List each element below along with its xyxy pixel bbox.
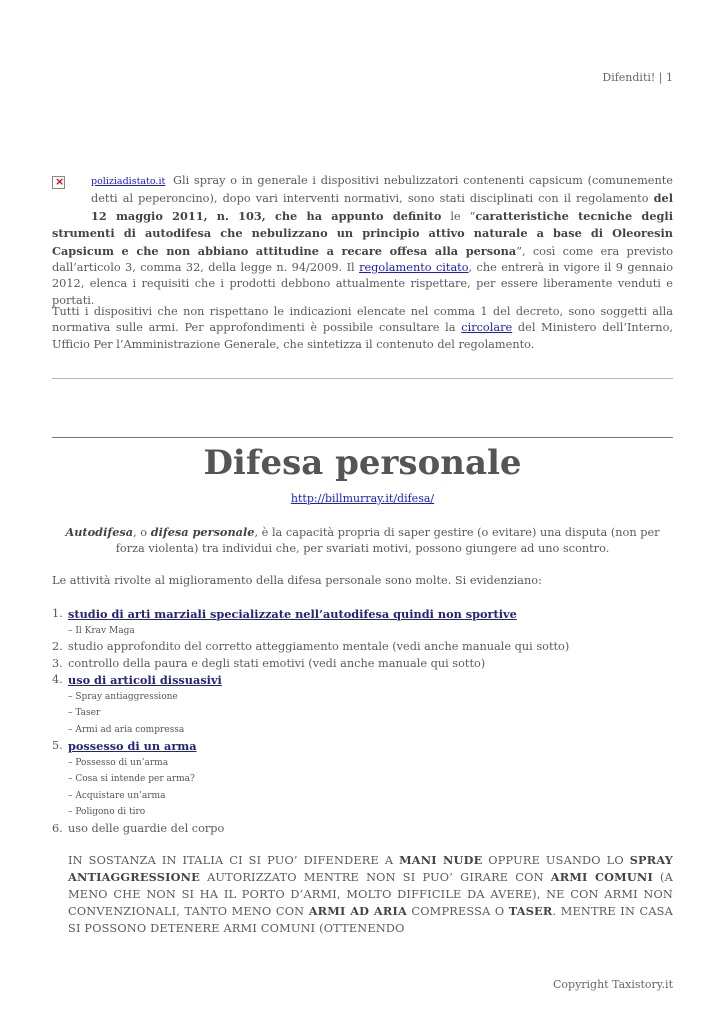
list-item [52,738,673,821]
list-subitem: – Poligono di tiro [68,807,146,817]
list-item [52,639,673,656]
list-item-row [52,672,673,689]
list-subitem: – Acquistare un’arma [68,790,166,801]
regolamento-link[interactable]: regolamento citato [359,261,469,275]
poliziadistato-link[interactable]: poliziadistato.it [91,176,166,187]
circular-paragraph: Tutti i dispositivi che non rispettano le indicazioni elencate nel comma 1 del decreto, sono soggetti alla normativa sulle armi. Per approfondimenti è possibile consultare la circolare del Ministero dell’Interno, Ufficio Per l’Amministrazione Generale, che sintetizza il contenuto del regolamento. [52,305,673,351]
list-subitem: – Cosa si intende per arma? [68,774,195,784]
circolare-link[interactable]: circolare [461,321,513,335]
list-subitem: – Il Krav Maga [68,625,135,636]
divider [52,378,673,379]
list-item-link[interactable]: uso di articoli dissuasivi [68,673,222,687]
list-subitem: – Armi ad aria compressa [68,724,185,735]
list-item-row [52,606,673,623]
list-item-row [52,639,673,656]
list-item-link[interactable]: studio di arti marziali specializzate nell’autodifesa quindi non sportive [68,607,517,621]
page-header: Difenditi! | 1 [602,71,673,84]
list-item-text: studio approfondito del corretto atteggiamento mentale (vedi anche manuale qui sotto) [68,640,570,653]
activity-list [52,606,673,837]
list-number: 3. [52,656,63,670]
list-number: 1. [52,607,63,620]
list-item [52,656,673,673]
intro-paragraph: × poliziadistato.it Gli spray o in generale i dispositivi nebulizzatori contenenti capsicum (comunemente detti al peperoncino), dopo vari interventi normativi, sono stati disciplinati con il regolamento del 12 maggio 2011, n. 103, che ha appunto definito le “caratteristiche tecniche degli strumenti di autodifesa che nebulizzano un principio attivo naturale a base di Oleoresin Capsicum e che non abbiano attitudine a recare offesa alla persona”, così come era previsto dall’articolo 3, comma 32, della legge n. 94/2009. Il regolamento citato, che entrerà in vigore il 9 gennaio 2012, elenca i requisiti che i prodotti debbono attualmente rispettare, per essere liberamente venduti e portati. [52,173,673,309]
list-intro: Le attività rivolte al miglioramento della difesa personale sono molte. Si evidenziano: [52,574,542,587]
broken-image-icon [52,176,65,189]
list-item-link[interactable]: possesso di un arma [68,739,197,753]
list-item-row [52,738,673,755]
list-item [52,821,673,838]
section-divider [52,437,673,438]
list-item [52,672,673,738]
section-title: Difesa personale [203,443,522,483]
list-subitem: – Possesso di un’arma [68,757,169,768]
list-number: 6. [52,821,63,835]
list-subitem: – Taser [68,708,101,718]
source-link-wrapper [52,492,673,505]
list-number: 5. [52,739,63,752]
list-item-text: uso delle guardie del corpo [68,821,225,835]
summary-paragraph: IN SOSTANZA IN ITALIA CI SI PUO’ DIFENDERE A MANI NUDE OPPURE USANDO LO SPRAY ANTIAGGRESSIONE AUTORIZZATO MENTRE NON SI PUO’ GIRARE CON ARMI COMUNI (A MENO CHE NON SI HA IL PORTO D’ARMI, MOLTO DIFFICILE DA AVERE), NE CON ARMI NON CONVENZIONALI, TANTO MENO CON ARMI AD ARIA COMPRESSA O TASER. MENTRE IN CASA SI POSSONO DETENERE ARMI COMUNI (OTTENENDO [68,853,674,935]
list-item-row [52,656,673,673]
list-subitem: – Spray antiaggressione [68,691,178,702]
list-item-row [52,821,673,838]
list-number: 2. [52,640,63,653]
list-item [52,606,673,639]
list-item-text: controllo della paura e degli stati emotivi (vedi anche manuale qui sotto) [68,656,486,670]
definition-paragraph: Autodifesa, o difesa personale, è la capacità propria di saper gestire (o evitare) una disputa (non per forza violenta) tra individui che, per svariati motivi, possono giungere ad uno scontro. [65,525,660,556]
list-number: 4. [52,673,63,686]
page-footer: Copyright Taxistory.it [552,978,673,991]
source-link[interactable]: http://billmurray.it/difesa/ [290,492,435,505]
